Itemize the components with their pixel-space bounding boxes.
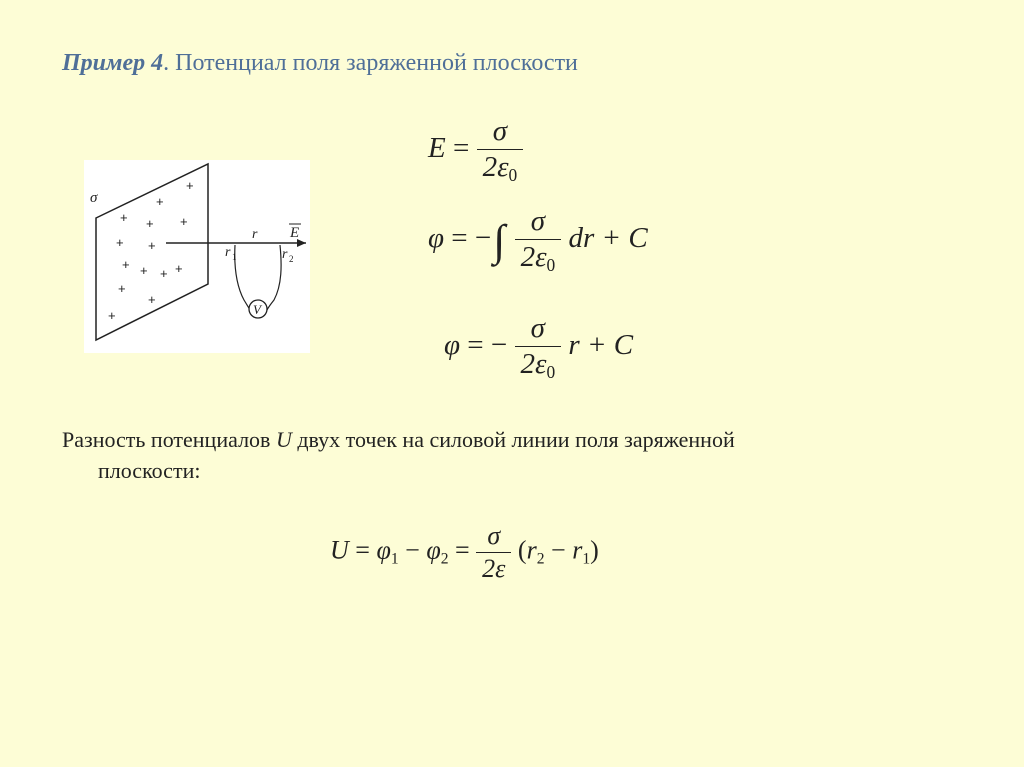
eq1-lhs: E: [428, 132, 446, 165]
eq4-fraction: [476, 522, 511, 583]
integral-sign: ∫: [493, 216, 506, 266]
sigma-label: σ: [90, 190, 98, 206]
charge-sign: +: [186, 178, 194, 193]
eq2-op: = −: [451, 222, 492, 255]
charge-sign: +: [175, 261, 183, 276]
r1-label: r: [225, 245, 231, 260]
text-line2: плоскости:: [98, 458, 201, 483]
charge-sign: +: [146, 216, 154, 231]
charged-plane-diagram: [84, 160, 310, 353]
eq1-fraction: [477, 116, 524, 185]
eq4-paren-open: (: [517, 535, 527, 565]
eq4-r1: r: [572, 535, 583, 565]
r2-label: r: [282, 247, 288, 262]
eq4-lhs: U: [330, 535, 349, 565]
charged-plane-figure: [84, 160, 310, 353]
slide-title: [62, 50, 578, 77]
eq4-sub2: 2: [440, 550, 449, 568]
equation-field-strength: [428, 116, 523, 185]
eq4-r-minus: −: [551, 535, 566, 565]
eq4-phi1: φ: [376, 535, 391, 565]
eq1-denominator: $2\varepsilon_0$: [482, 150, 518, 186]
eq1-numerator: σ: [492, 115, 508, 147]
charge-sign: +: [118, 281, 126, 296]
charge-sign: +: [148, 292, 156, 307]
eq4-numerator: σ: [487, 521, 501, 550]
eq3-fraction: [515, 313, 562, 382]
eq4-minus: −: [405, 535, 420, 565]
eq2-denominator: $2\varepsilon_0$: [520, 240, 556, 276]
eq2-lhs: φ: [428, 222, 445, 255]
eq3-op: = −: [467, 329, 508, 362]
charge-sign: +: [140, 263, 148, 278]
equation-potential-difference: [330, 522, 599, 583]
eq4-r2: r: [526, 535, 537, 565]
eq3-denominator: $2\varepsilon_0$: [520, 347, 556, 383]
equation-potential-integral: [428, 206, 648, 275]
charge-sign: +: [116, 235, 124, 250]
charge-sign: +: [108, 308, 116, 323]
eq2-fraction: [515, 206, 562, 275]
title-text: . Потенциал поля заряженной плоскости: [163, 50, 578, 76]
eq4-op: =: [355, 535, 370, 565]
eq4-sub1: 1: [390, 550, 399, 568]
charge-sign: +: [180, 214, 188, 229]
text-u-symbol: U: [275, 427, 292, 452]
eq4-r1-sub: 1: [582, 550, 591, 568]
r1-subscript: 1: [232, 252, 237, 262]
eq4-denominator: 2ε: [482, 553, 506, 583]
equation-potential: [444, 313, 633, 382]
probe-wire-left: [235, 245, 250, 310]
charge-sign: +: [120, 210, 128, 225]
eq3-lhs: φ: [444, 329, 461, 362]
eq1-op: =: [452, 132, 470, 165]
probe-wire-right: [267, 245, 281, 310]
eq4-r2-sub: 2: [536, 550, 545, 568]
r-label: r: [252, 227, 258, 242]
charge-sign: +: [160, 266, 168, 281]
eq3-rest: r + C: [568, 329, 634, 362]
example-label: Пример 4: [62, 50, 164, 76]
text-part: Разность потенциалов: [62, 427, 276, 452]
r2-subscript: 2: [289, 254, 294, 264]
voltmeter-label: V: [253, 302, 261, 317]
charge-sign: +: [156, 194, 164, 209]
eq3-numerator: σ: [530, 312, 545, 344]
charge-sign: +: [148, 238, 156, 253]
field-label: E: [290, 225, 300, 241]
eq4-paren-close: ): [590, 535, 599, 565]
text-part: двух точек на силовой линии поля заряженной: [291, 427, 735, 452]
eq2-rest: dr + C: [568, 222, 648, 255]
eq4-phi2: φ: [426, 535, 441, 565]
charge-sign: +: [122, 257, 130, 272]
charge-signs: [108, 178, 194, 323]
potential-difference-text: [62, 424, 902, 486]
eq2-numerator: σ: [530, 205, 546, 237]
eq4-eq: =: [455, 535, 470, 565]
